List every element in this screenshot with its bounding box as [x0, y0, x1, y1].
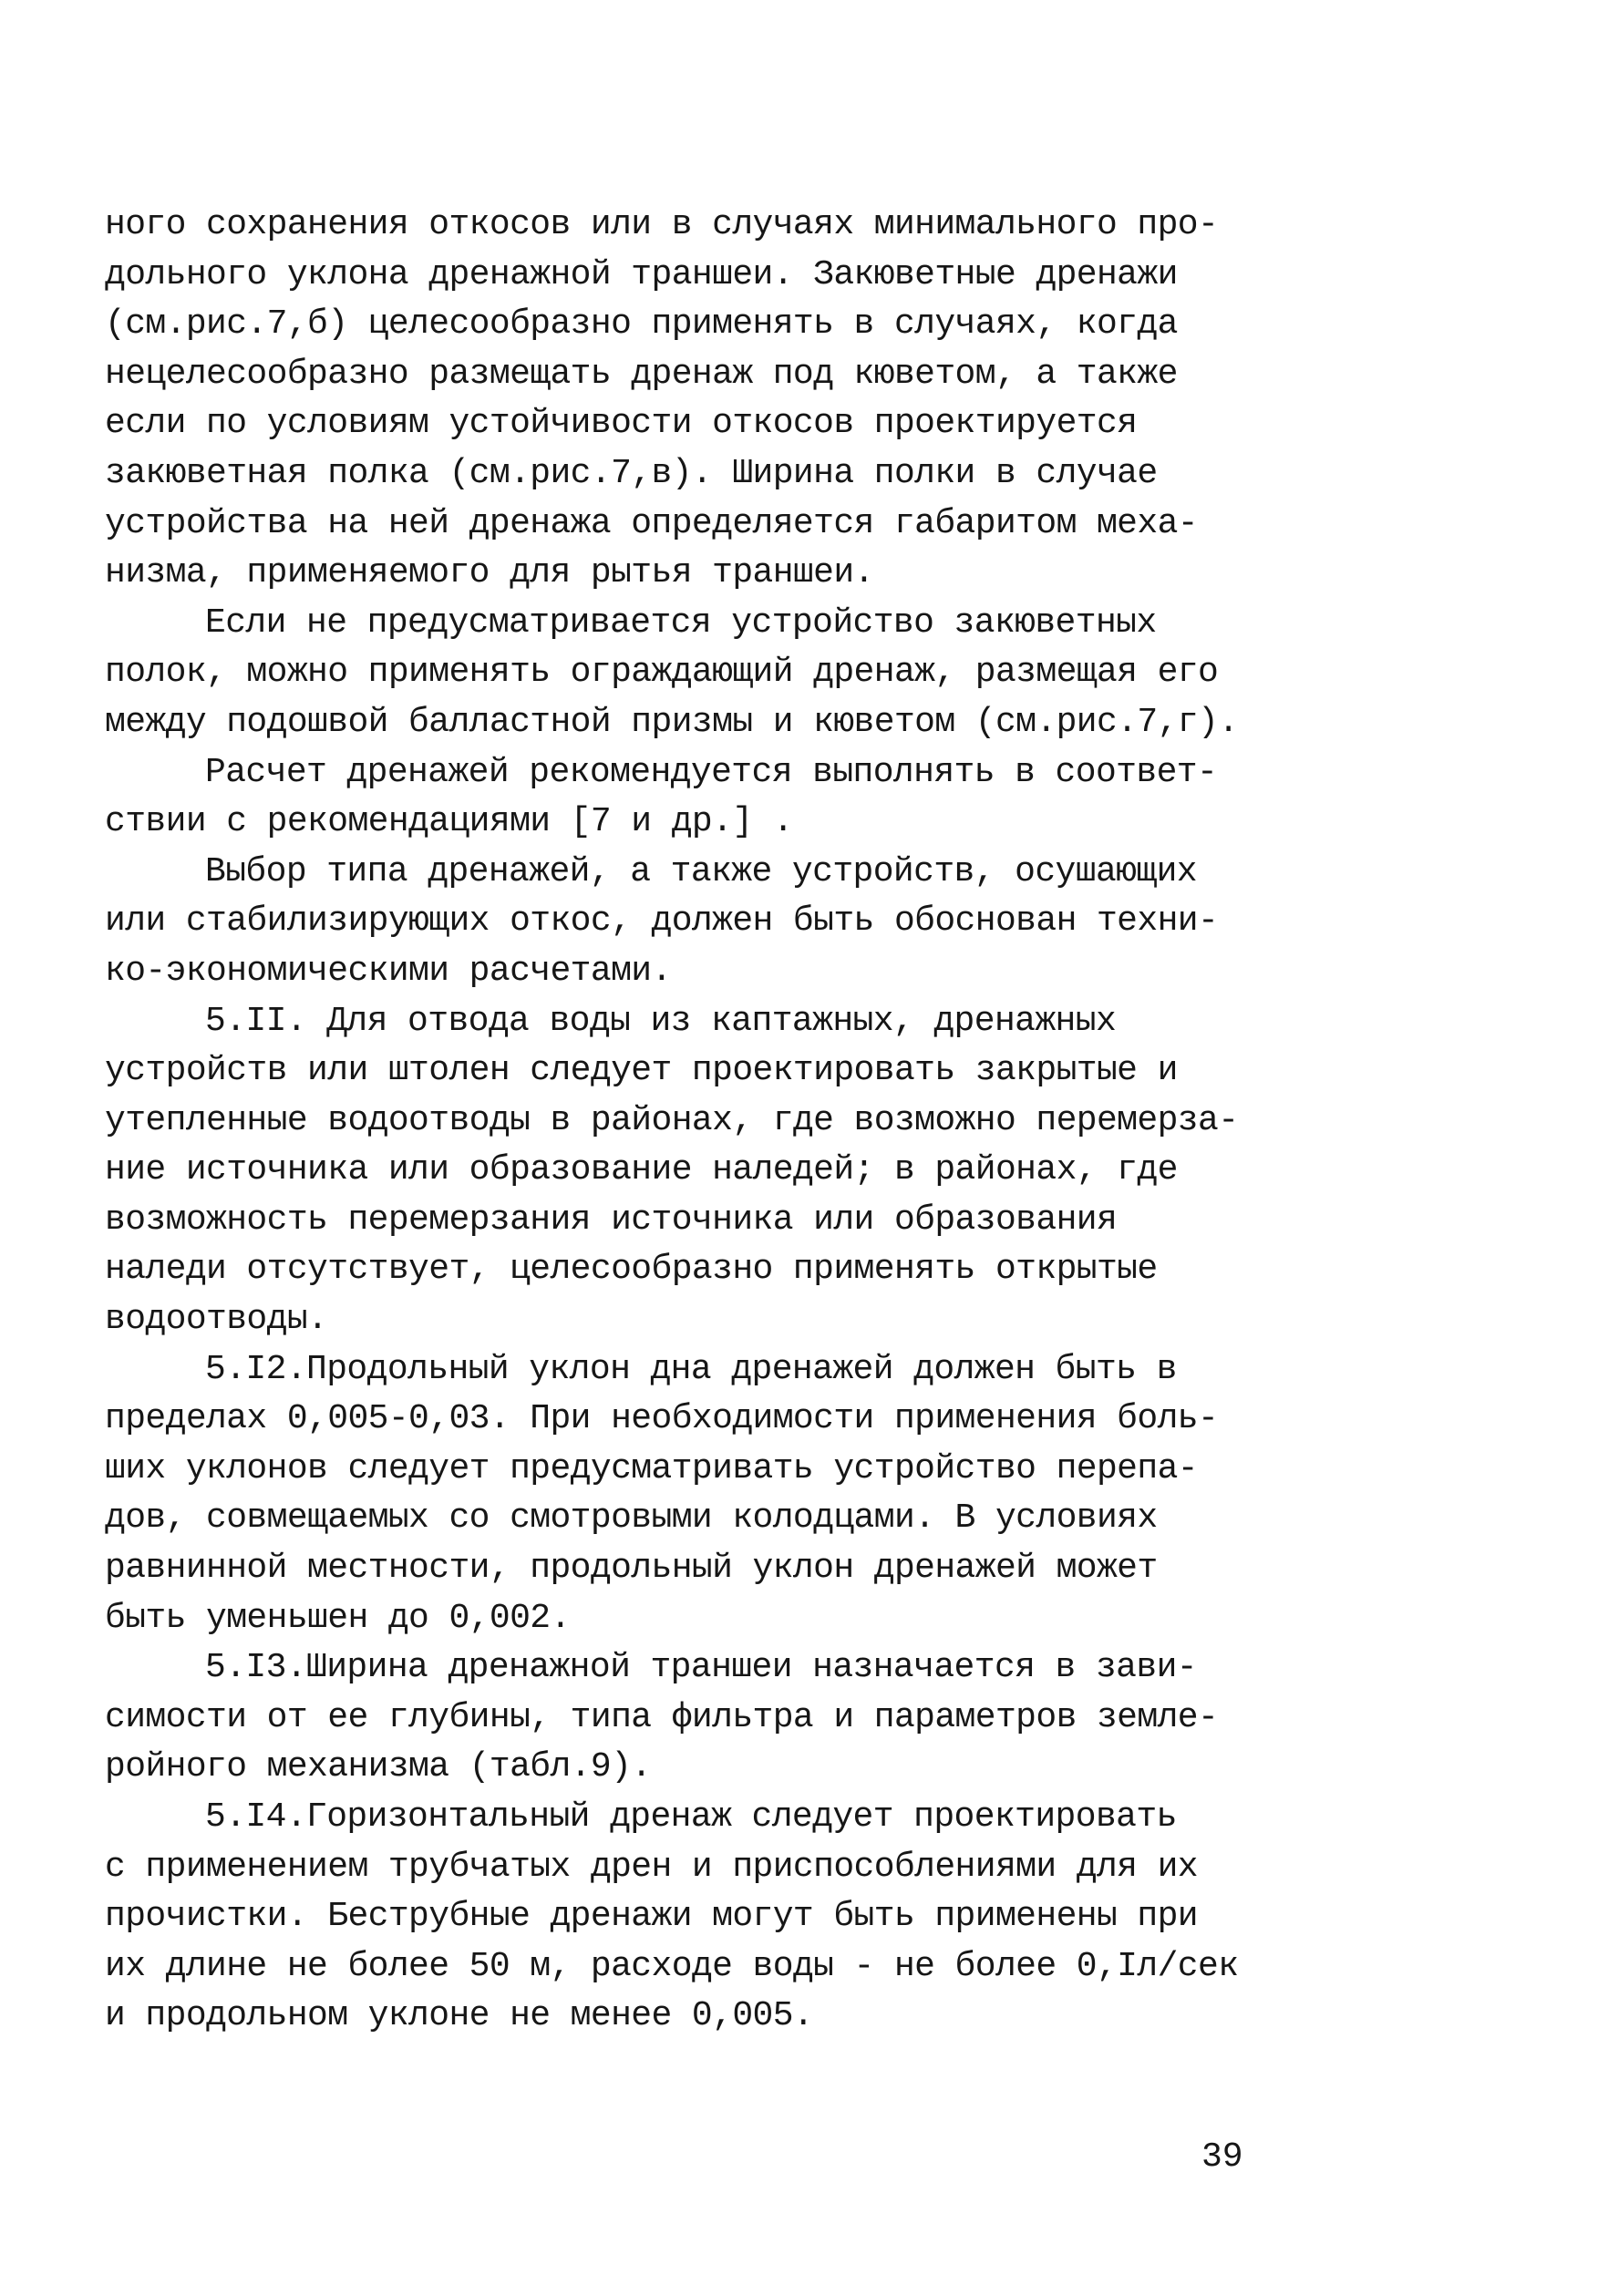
- text-line: равнинной местности, продольный уклон дренажей может: [105, 1549, 1158, 1589]
- text-line: между подошвой балластной призмы и кюветом (см.рис.7,г).: [105, 702, 1239, 742]
- text-line: ших уклонов следует предусматривать устройство перепа-: [105, 1448, 1199, 1488]
- text-line: нецелесообразно размещать дренаж под кюветом, а также: [105, 354, 1178, 394]
- page-number: 39: [1201, 2137, 1243, 2177]
- section-5-13-heading-line: 5.I3.Ширина дренажной траншеи назначается в зави-: [205, 1648, 1197, 1688]
- text-line: ко-экономическими расчетами.: [105, 951, 672, 991]
- text-line: устройства на ней дренажа определяется габаритом меха-: [105, 503, 1199, 543]
- text-line: наледи отсутствует, целесообразно применять открытые: [105, 1250, 1158, 1290]
- text-line: ройного механизма (табл.9).: [105, 1747, 652, 1787]
- text-line: низма, применяемого для рытья траншеи.: [105, 553, 874, 593]
- paragraph-first-line: Выбор типа дренажей, а также устройств, осушающих: [205, 851, 1197, 891]
- paragraph-first-line: Расчет дренажей рекомендуется выполнять в соответ-: [205, 752, 1218, 792]
- text-line: (см.рис.7,б) целесообразно применять в случаях, когда: [105, 304, 1178, 345]
- text-line: симости от ее глубины, типа фильтра и параметров земле-: [105, 1697, 1219, 1737]
- text-line: быть уменьшен до 0,002.: [105, 1598, 571, 1638]
- text-line: пределах 0,005-0,03. При необходимости применения боль-: [105, 1399, 1219, 1439]
- text-line: если по условиям устойчивости откосов проектируется: [105, 404, 1138, 444]
- text-line: с применением трубчатых дрен и приспособлениями для их: [105, 1847, 1199, 1887]
- text-line: закюветная полка (см.рис.7,в). Ширина полки в случае: [105, 453, 1158, 493]
- text-line: их длине не более 50 м, расходе воды - не более 0,Iл/сек: [105, 1946, 1239, 1986]
- text-line: устройств или штолен следует проектировать закрытые и: [105, 1051, 1178, 1091]
- text-line: водоотводы.: [105, 1300, 328, 1340]
- text-line: утепленные водоотводы в районах, где возможно перемерза-: [105, 1100, 1239, 1140]
- text-line: ствии с рекомендациями [7 и др.] .: [105, 802, 793, 842]
- text-line: ние источника или образование наледей; в районах, где: [105, 1150, 1178, 1190]
- paragraph-first-line: Если не предусматривается устройство закюветных: [205, 602, 1157, 643]
- body-text: [105, 201, 1263, 2042]
- text-line: ного сохранения откосов или в случаях минимального про-: [105, 205, 1219, 244]
- text-line: дольного уклона дренажной траншеи. Закюветные дренажи: [105, 254, 1178, 294]
- text-line: дов, совмещаемых со смотровыми колодцами. В условиях: [105, 1498, 1158, 1539]
- text-line: или стабилизирующих откос, должен быть обоснован техни-: [105, 901, 1219, 942]
- section-5-14-heading-line: 5.I4.Горизонтальный дренаж следует проектировать: [205, 1797, 1177, 1837]
- text-line: прочистки. Беструбные дренажи могут быть применены при: [105, 1897, 1199, 1937]
- text-line: возможность перемерзания источника или образования: [105, 1199, 1118, 1240]
- text-line: полок, можно применять ограждающий дренаж, размещая его: [105, 653, 1219, 693]
- section-5-11-heading-line: 5.II. Для отвода воды из каптажных, дренажных: [205, 1001, 1117, 1041]
- section-5-12-heading-line: 5.I2.Продольный уклон дна дренажей должен быть в: [205, 1349, 1177, 1389]
- text-line: и продольном уклоне не менее 0,005.: [105, 1996, 814, 2036]
